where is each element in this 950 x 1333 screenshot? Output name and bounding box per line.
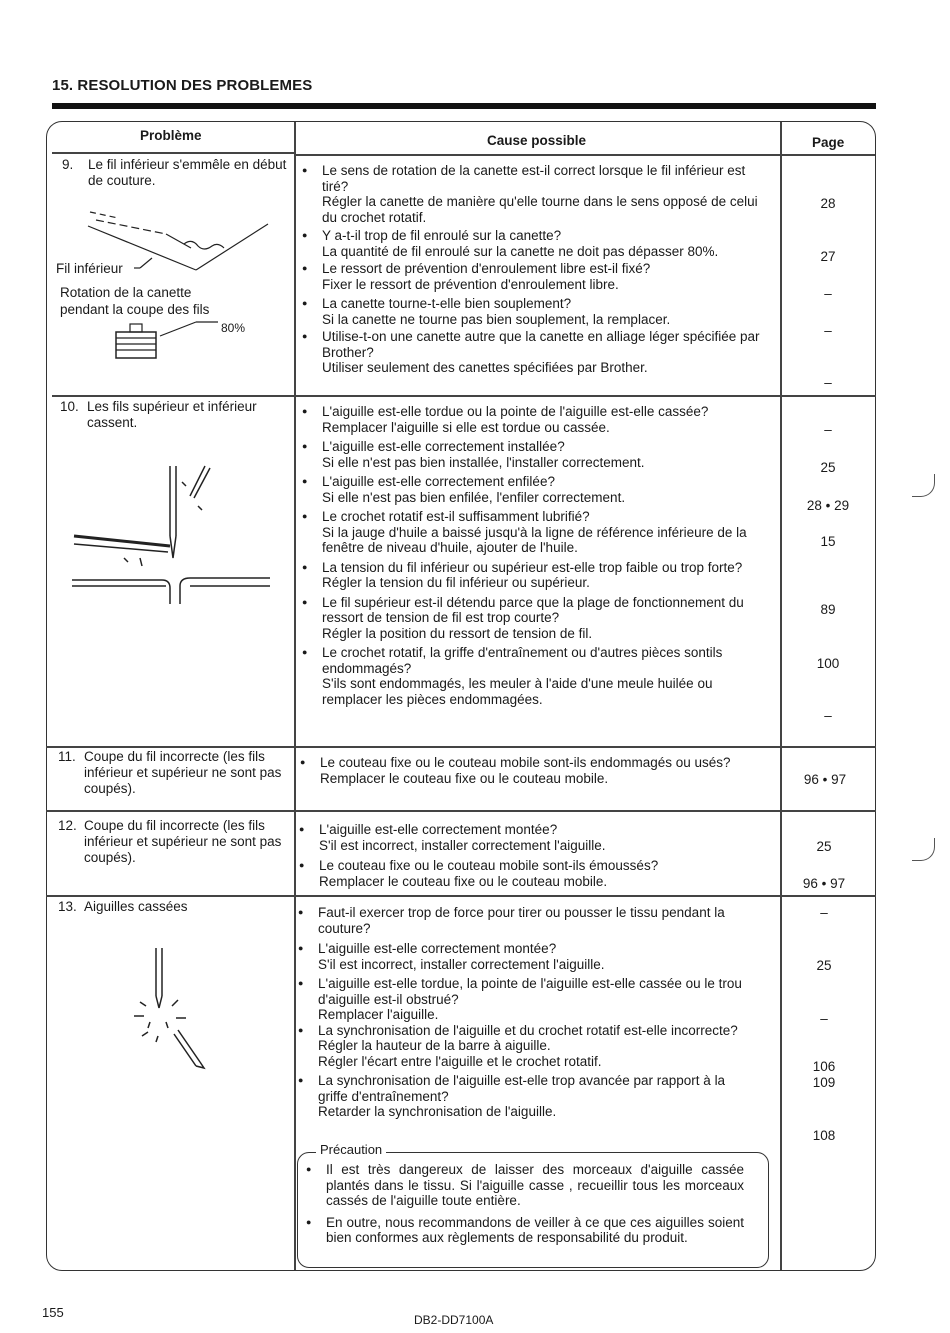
caution-list — [304, 1162, 744, 1246]
document-code: DB2-DD7100A — [414, 1313, 494, 1327]
cause-answer: Régler la hauteur de la barre à aiguille. — [318, 1038, 551, 1053]
row-number: 13. — [58, 899, 77, 914]
binding-mark — [912, 838, 935, 861]
page-ref: – — [820, 1011, 828, 1026]
cause-answer: S'ils sont endommagés, les meuler à l'aide d'une meule huilée ou remplacer les pièces endommagées. — [322, 676, 713, 707]
header-rule-problem — [52, 152, 295, 154]
label-percent: 80% — [221, 321, 246, 335]
row-divider — [52, 395, 876, 397]
page-title: 15. RESOLUTION DES PROBLEMES — [52, 77, 313, 94]
cause-question: ● Le couteau fixe ou le couteau mobile sont-ils endommagés ou usés? — [298, 755, 758, 771]
cause-question: ● Le crochet rotatif est-il suffisamment lubrifié? — [300, 509, 760, 525]
label-lower-thread: Fil inférieur — [56, 261, 123, 276]
page-ref: – — [824, 708, 832, 723]
cause-question: ● La synchronisation de l'aiguille est-elle trop avancée par rapport à la griffe d'entraînement? — [296, 1073, 756, 1104]
cause-question: ● La tension du fil inférieur ou supérieur est-elle trop faible ou trop forte? — [300, 560, 760, 576]
header-cause: Cause possible — [487, 133, 587, 148]
page-ref: 27 — [820, 249, 836, 264]
cause-answer: Remplacer l'aiguille si elle est tordue ou cassée. — [322, 419, 610, 435]
row-number: 10. — [60, 399, 79, 414]
cause-question: ● L'aiguille est-elle correctement montée? — [296, 941, 756, 957]
cause-answer: Si elle n'est pas bien enfilée, l'enfiler correctement. — [322, 489, 626, 505]
problem-text: Coupe du fil incorrecte (les fils inférieur et supérieur ne sont pas coupés). — [84, 818, 282, 865]
cause-answer: S'il est incorrect, installer correctement l'aiguille. — [319, 837, 606, 853]
label-rotation: Rotation de la canette — [60, 285, 192, 300]
header-problem: Problème — [140, 128, 202, 143]
cause-question: ● Le crochet rotatif, la griffe d'entraînement ou d'autres pièces sontils endommagés? — [300, 645, 760, 676]
cause-answer: Remplacer le couteau fixe ou le couteau mobile. — [319, 873, 608, 889]
cause-list — [300, 404, 760, 707]
problem-text: Le fil inférieur s'emmêle en début de couture. — [88, 157, 287, 188]
needle-thread-diagram — [70, 462, 275, 607]
cause-question: ● L'aiguille est-elle tordue, la pointe de l'aiguille est-elle cassée ou le trou d'aiguille est-il obstrué? — [296, 976, 756, 1007]
page-number: 155 — [42, 1305, 64, 1320]
cause-answer: Utiliser seulement des canettes spécifiées par Brother. — [322, 360, 648, 375]
page-ref: 25 — [816, 958, 832, 973]
cause-answer: Si la canette ne tourne pas bien souplement, la remplacer. — [322, 311, 671, 327]
row-divider — [46, 810, 876, 812]
cause-answer: Fixer le ressort de prévention d'enroulement libre. — [322, 276, 619, 292]
page-ref: 25 — [820, 460, 836, 475]
page-ref: 96 • 97 — [803, 772, 847, 787]
page-ref: – — [824, 422, 832, 437]
cause-question: ● L'aiguille est-elle correctement montée? — [297, 822, 757, 838]
cause-question: ● L'aiguille est-elle tordue ou la pointe de l'aiguille est-elle cassée? — [300, 404, 760, 420]
cause-question: ● Faut-il exercer trop de force pour tirer ou pousser le tissu pendant la couture? — [296, 905, 756, 936]
broken-needle-diagram — [120, 944, 220, 1072]
cause-answer: Si la jauge d'huile a baissé jusqu'à la ligne de référence inférieure de la fenêtre de niveau d'huile, ajouter de l'huile. — [322, 524, 747, 555]
page-ref: – — [820, 905, 828, 920]
cause-answer: La quantité de fil enroulé sur la canette ne doit pas dépasser 80%. — [322, 243, 719, 259]
cause-answer: Retarder la synchronisation de l'aiguille. — [318, 1104, 557, 1119]
problem-text: Coupe du fil incorrecte (les fils inférieur et supérieur ne sont pas coupés). — [84, 749, 282, 796]
row-number: 11. — [58, 749, 76, 764]
page-ref: 28 — [820, 196, 836, 211]
bobbin-diagram — [56, 200, 292, 360]
cause-question: ● Le fil supérieur est-il détendu parce que la plage de fonctionnement du ressort de tension de fil est trop courte? — [300, 595, 760, 626]
page-ref: 25 — [816, 839, 832, 854]
header-page: Page — [812, 135, 845, 150]
page-ref: 89 — [820, 602, 836, 617]
cause-answer: Régler la canette de manière qu'elle tourne dans le sens opposé de celui du crochet rotatif. — [322, 194, 758, 225]
title-rule — [52, 103, 876, 109]
cause-question: ● La synchronisation de l'aiguille et du crochet rotatif est-elle incorrecte? — [296, 1023, 756, 1039]
cause-list — [297, 822, 757, 889]
cause-list — [296, 905, 756, 1120]
page-ref: – — [824, 323, 832, 338]
problem-text: Les fils supérieur et inférieur cassent. — [87, 399, 257, 430]
cause-question: ● L'aiguille est-elle correctement enfilée? — [300, 474, 760, 490]
cause-list — [298, 755, 758, 786]
cause-answer: Régler la position du ressort de tension de fil. — [322, 625, 593, 641]
header-rule-cause — [295, 154, 875, 156]
problem-text: Aiguilles cassées — [84, 899, 188, 914]
binding-mark — [912, 474, 935, 497]
page-ref: 109 — [812, 1075, 836, 1090]
cause-question: ● Le couteau fixe ou le couteau mobile sont-ils émoussés? — [297, 858, 757, 874]
cause-question: ● Y a-t-il trop de fil enroulé sur la canette? — [300, 228, 760, 244]
caution-label: Précaution — [316, 1142, 386, 1157]
page-ref: 100 — [816, 656, 840, 671]
row-number: 12. — [58, 818, 77, 833]
cause-question: ● Utilise-t-on une canette autre que la canette en alliage léger spécifiée par Brother? — [300, 329, 760, 360]
row-divider — [46, 895, 876, 897]
cause-answer: Remplacer le couteau fixe ou le couteau mobile. — [320, 770, 609, 786]
cause-answer: Si elle n'est pas bien installée, l'installer correctement. — [322, 454, 645, 470]
caution-item: ● Il est très dangereux de laisser des morceaux d'aiguille cassée plantés dans le tissu. Si l'aiguille casse , recueillir tous les morceaux cassés de l'aiguille toute entière. — [304, 1162, 744, 1209]
cause-answer: S'il est incorrect, installer correctement l'aiguille. — [318, 956, 605, 972]
cause-answer: Régler l'écart entre l'aiguille et le crochet rotatif. — [318, 1053, 602, 1069]
caution-item: ● En outre, nous recommandons de veiller à ce que ces aiguilles soient bien conformes aux règlements de responsabilité du produit. — [304, 1215, 744, 1246]
cause-list — [300, 163, 760, 376]
row-number: 9. — [62, 157, 74, 172]
label-rotation-2: pendant la coupe des fils — [60, 302, 210, 317]
page-ref: 106 — [812, 1059, 836, 1074]
cause-answer: Régler la tension du fil inférieur ou supérieur. — [322, 575, 590, 590]
cause-question: ● La canette tourne-t-elle bien souplement? — [300, 296, 760, 312]
cause-question: ● L'aiguille est-elle correctement installée? — [300, 439, 760, 455]
cause-question: ● Le ressort de prévention d'enroulement libre est-il fixé? — [300, 261, 760, 277]
page-ref: – — [824, 375, 832, 390]
cause-question: ● Le sens de rotation de la canette est-il correct lorsque le fil inférieur est tiré? — [300, 163, 760, 194]
page-ref: 96 • 97 — [802, 876, 846, 891]
row-divider — [46, 746, 876, 748]
page-ref: – — [824, 286, 832, 301]
page-ref: 28 • 29 — [806, 498, 850, 513]
page-ref: 15 — [820, 534, 836, 549]
cause-answer: Remplacer l'aiguille. — [318, 1007, 439, 1022]
page-ref: 108 — [812, 1128, 836, 1143]
